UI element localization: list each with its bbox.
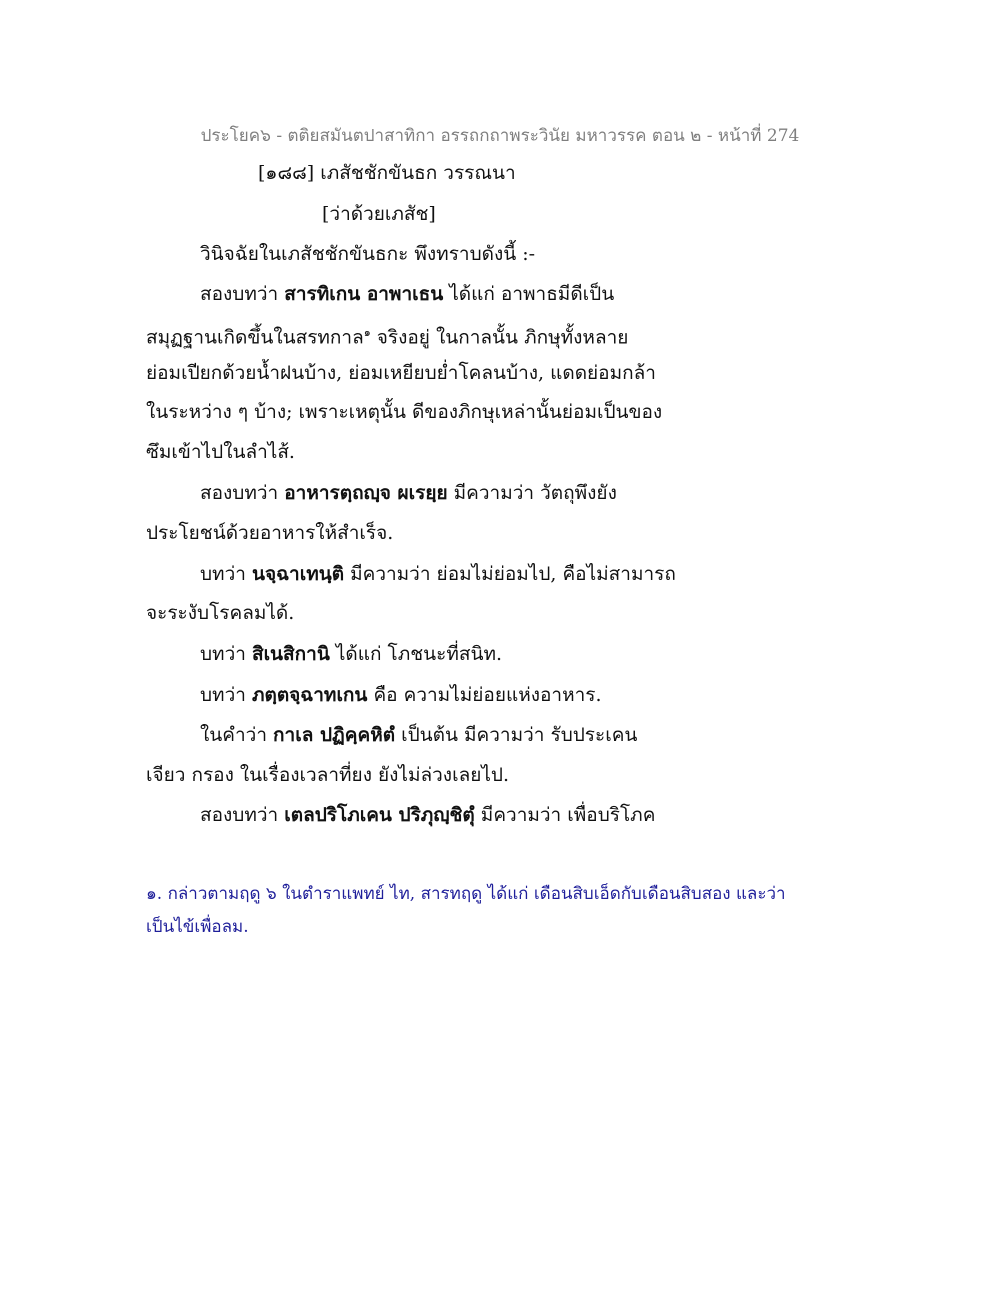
paragraph-1-line-5: ซึมเข้าไปในลำไส้. [146, 441, 295, 463]
pali-term: สารทิเกน อาพาเธน [284, 283, 444, 305]
footnote-marker: ๑ [363, 326, 371, 339]
text: บทว่า [200, 643, 252, 665]
intro-line: วินิจฉัยในเภสัชชักขันธกะ พึงทราบดังนี้ :- [200, 243, 536, 265]
paragraph-5-line-1 [200, 682, 602, 708]
pali-term: นจฺฉาเทนฺติ [251, 563, 345, 585]
text: จริงอยู่ ในกาลนั้น ภิกษุทั้งหลาย [370, 326, 629, 349]
paragraph-1-line-3: ย่อมเปียกด้วยน้ำฝนบ้าง, ย่อมเหยียบย่ำโคลนบ้าง, แดดย่อมกล้า [146, 362, 656, 384]
paragraph-2-line-1 [200, 480, 617, 506]
text: บทว่า [200, 563, 252, 585]
paragraph-2-line-2: ประโยชน์ด้วยอาหารให้สำเร็จ. [146, 522, 394, 544]
text: เป็นต้น มีความว่า รับประเคน [395, 724, 638, 746]
text: มีความว่า เพื่อบริโภค [474, 804, 656, 826]
paragraph-4-line-1 [200, 641, 502, 667]
paragraph-1-line-2 [146, 320, 628, 350]
paragraph-7-line-1 [200, 802, 655, 828]
paragraph-6-line-1 [200, 722, 637, 748]
text: สองบทว่า [200, 283, 285, 305]
text: มีความว่า ย่อมไม่ย่อมไป, คือไม่สามารถ [344, 563, 676, 585]
footnote-line-1: ๑. กล่าวตามฤดู ๖ ในตำราแพทย์ ไท, สารทฤดู ได้แก่ เดือนสิบเอ็ดกับเดือนสิบสอง และว่า [146, 884, 786, 904]
text: สมุฏฐานเกิดขึ้นในสรทกาล [146, 326, 364, 349]
text: สองบทว่า [200, 804, 285, 826]
section-heading: [๑๘๘] เภสัชชักขันธก วรรณนา [258, 162, 516, 184]
paragraph-3-line-2: จะระงับโรคลมได้. [146, 602, 295, 624]
text: ได้แก่ อาพาธมีดีเป็น [443, 283, 615, 305]
footnote-line-2: เป็นไข้เพื่อลม. [146, 917, 249, 937]
pali-term: เตลปริโภเคน ปริภุญฺชิตุํ [284, 804, 475, 826]
paragraph-1-line-4: ในระหว่าง ๆ บ้าง; เพราะเหตุนั้น ดีของภิกษุเหล่านั้นย่อมเป็นของ [146, 401, 663, 423]
section-subheading: [ว่าด้วยเภสัช] [322, 203, 436, 225]
pali-term: กาเล ปฏิคฺคหิตํ [273, 724, 396, 746]
text: บทว่า [200, 684, 252, 706]
paragraph-6-line-2: เจียว กรอง ในเรื่องเวลาที่ยง ยังไม่ล่วงเลยไป. [146, 764, 510, 786]
running-header: ประโยค๖ - ตติยสมันตปาสาทิกา อรรถกถาพระวินัย มหาวรรค ตอน ๒ - หน้าที่ 274 [200, 126, 800, 146]
pali-term: ภตฺตจฺฉาทเกน [251, 684, 368, 706]
text: สองบทว่า [200, 482, 285, 504]
pali-term: อาหารตฺถญฺจ ผเรยฺย [284, 482, 448, 504]
text: ได้แก่ โภชนะที่สนิท. [329, 643, 503, 665]
text: คือ ความไม่ย่อยแห่งอาหาร. [367, 684, 602, 706]
paragraph-3-line-1 [200, 561, 676, 587]
paragraph-1-line-1 [200, 281, 614, 307]
text: มีความว่า วัตถุพึงยัง [447, 482, 617, 504]
text: ในคำว่า [200, 724, 274, 746]
pali-term: สิเนสิกานิ [251, 643, 330, 665]
